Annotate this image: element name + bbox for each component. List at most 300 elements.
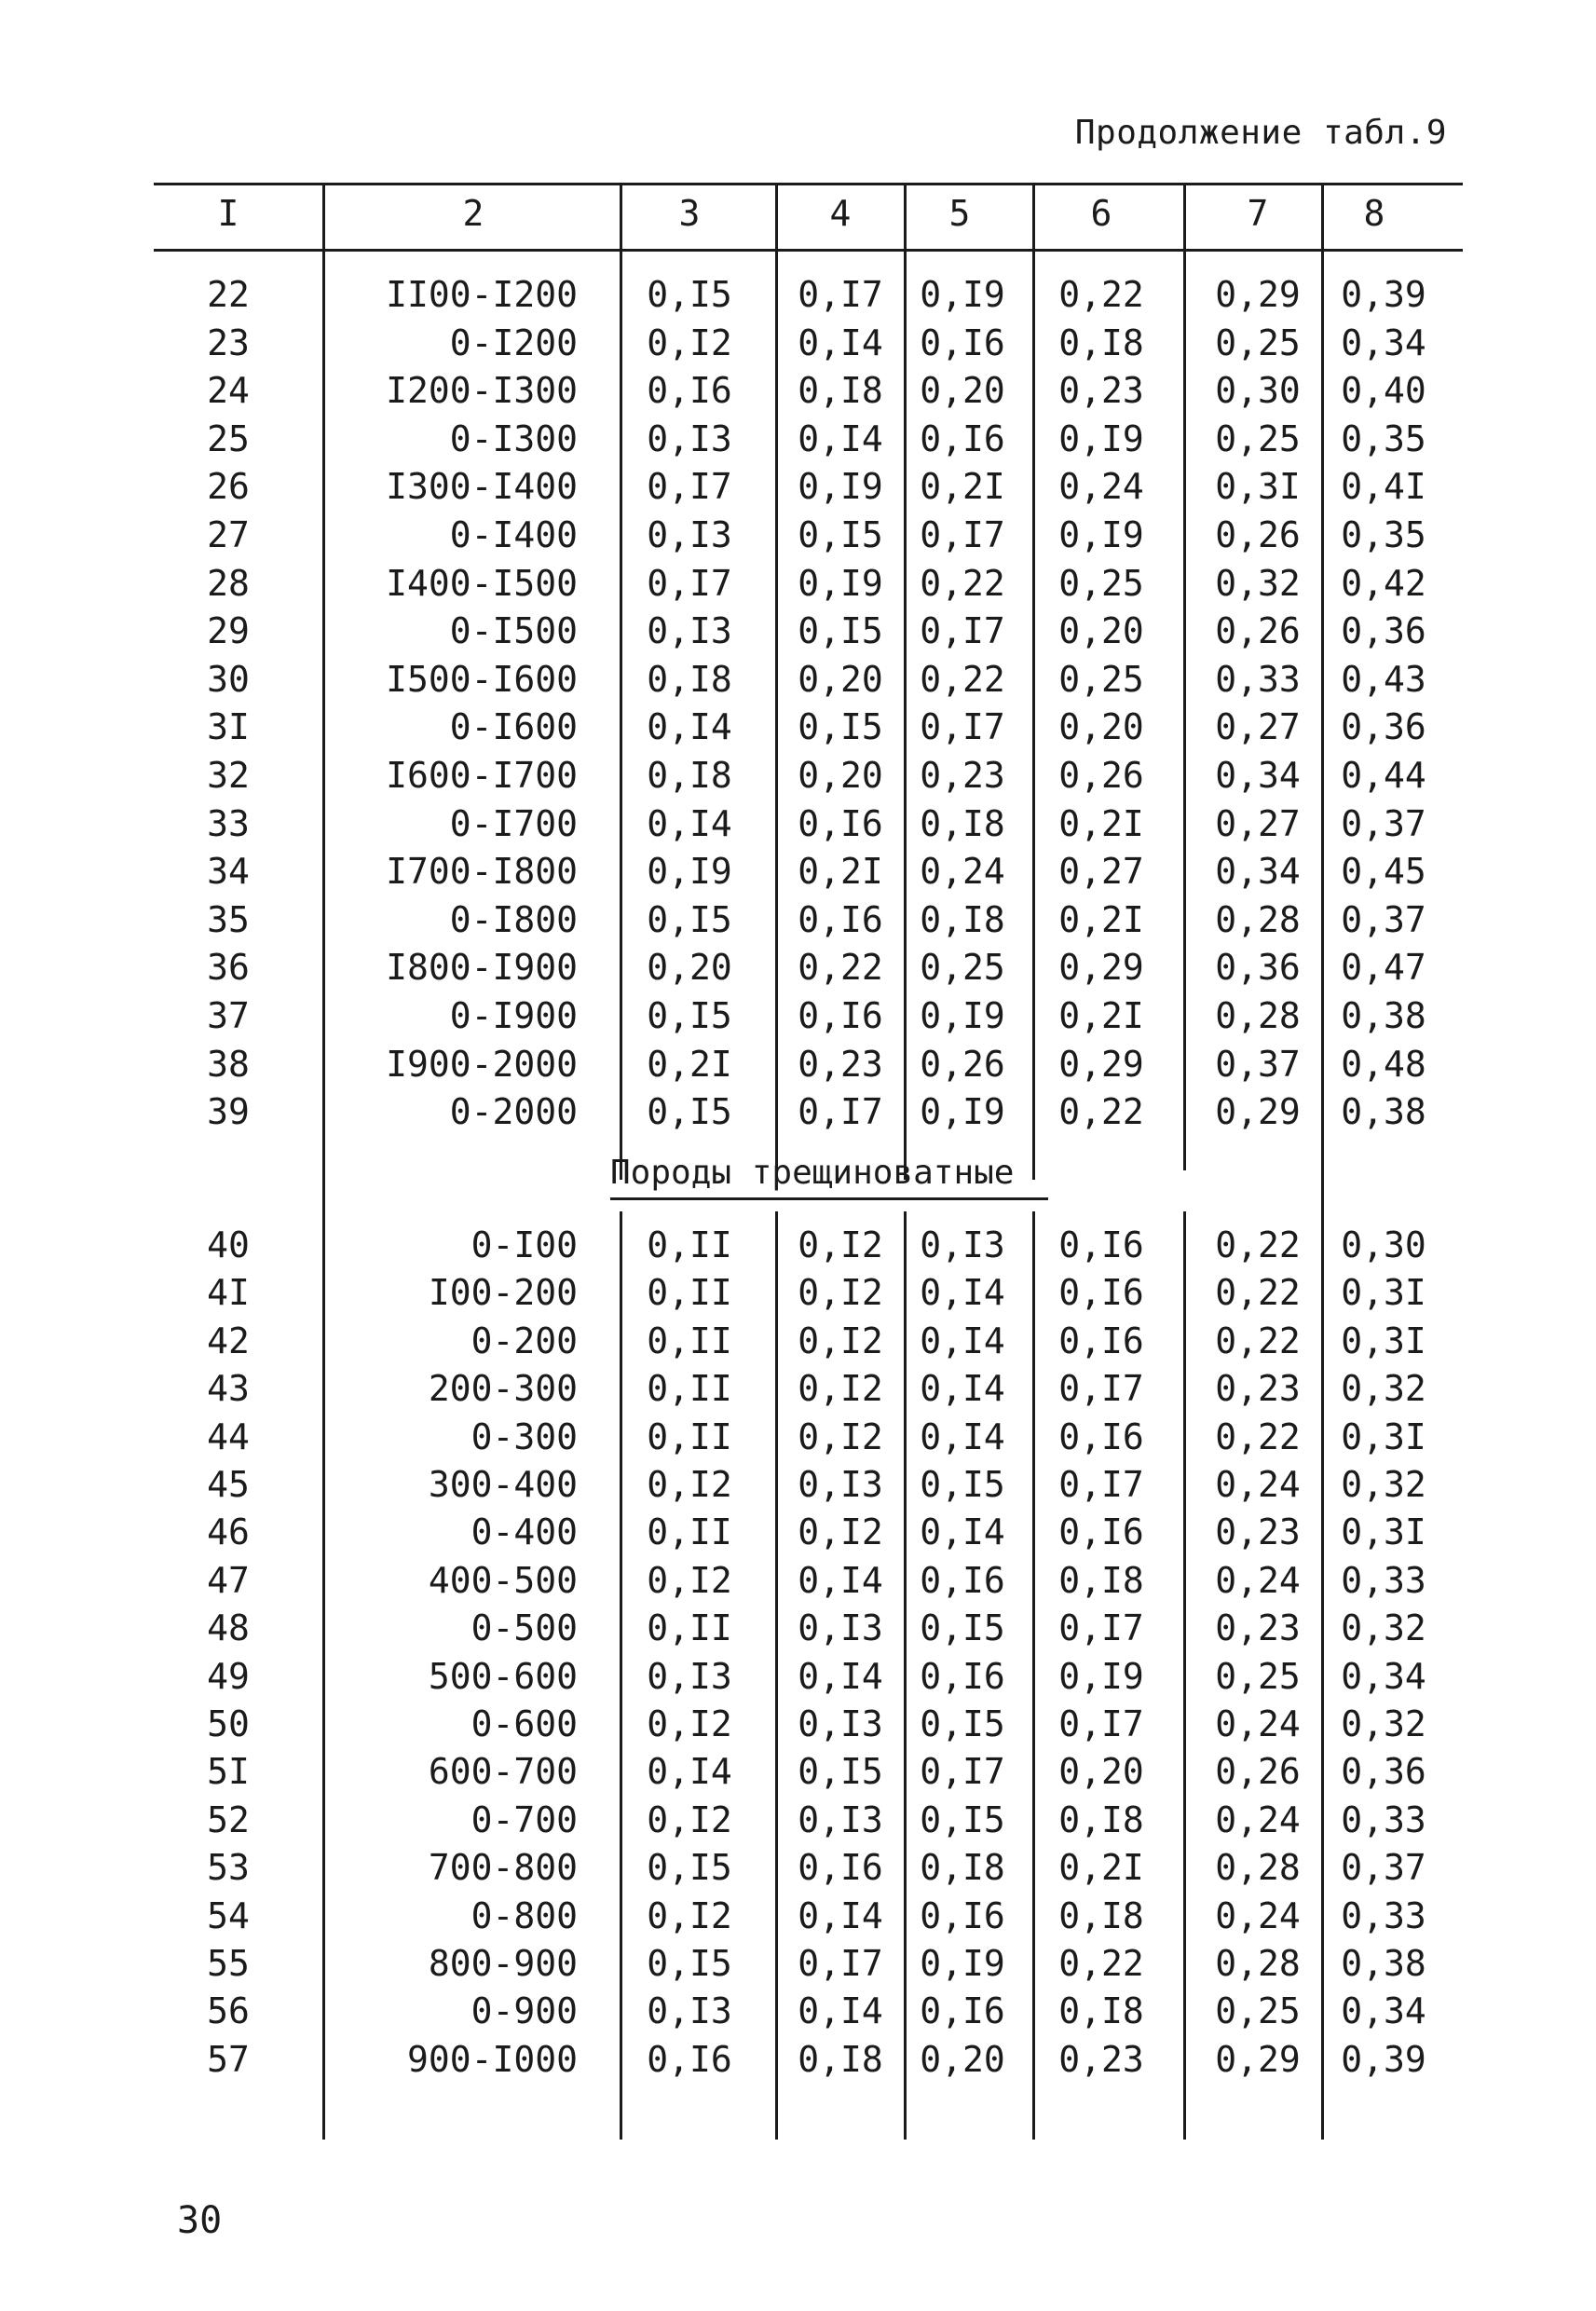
table-cell-col-8: 0,32 — [1341, 1368, 1426, 1410]
table-cell-col-3: 0,I4 — [647, 706, 732, 748]
table-cell-col-6: 0,I7 — [1058, 1368, 1144, 1410]
table-cell-col-4: 0,I2 — [798, 1511, 883, 1553]
table-cell-col-3: 0,I3 — [647, 514, 732, 555]
table-cell-col-4: 0,I4 — [798, 1990, 883, 2032]
table-cell-col-7: 0,34 — [1215, 755, 1301, 796]
table-cell-col-6: 0,I8 — [1058, 1798, 1144, 1840]
table-cell-col-5: 0,20 — [920, 370, 1005, 412]
table-cell-col-4: 0,I8 — [798, 370, 883, 412]
table-cell-col-5: 0,I9 — [920, 995, 1005, 1036]
table-cell-col-3: 0,I8 — [647, 658, 732, 700]
column-divider — [1032, 1211, 1035, 2140]
table-cell-col-6: 0,2I — [1058, 802, 1144, 844]
table-cell-col-3: 0,I5 — [647, 1943, 732, 1984]
table-cell-col-1: 5I — [207, 1751, 250, 1793]
table-cell-col-5: 0,25 — [920, 947, 1005, 989]
table-cell-col-3: 0,I7 — [647, 466, 732, 508]
table-cell-col-2: II00-I200 — [386, 274, 578, 315]
column-divider — [904, 1211, 907, 2140]
table-cell-col-4: 0,I3 — [798, 1464, 883, 1505]
table-cell-col-5: 0,I4 — [920, 1272, 1005, 1314]
table-cell-col-3: 0,I5 — [647, 995, 732, 1036]
table-cell-col-4: 0,I2 — [798, 1272, 883, 1314]
table-cell-col-8: 0,37 — [1341, 898, 1426, 940]
table-cell-col-6: 0,I8 — [1058, 1894, 1144, 1936]
table-cell-col-4: 0,I6 — [798, 898, 883, 940]
table-cell-col-7: 0,26 — [1215, 514, 1301, 555]
table-cell-col-4: 0,I4 — [798, 1655, 883, 1697]
table-cell-col-8: 0,35 — [1341, 417, 1426, 459]
column-divider — [775, 183, 778, 1180]
table-cell-col-1: 29 — [207, 610, 250, 652]
table-cell-col-5: 0,I4 — [920, 1415, 1005, 1457]
table-cell-col-1: 32 — [207, 755, 250, 796]
table-cell-col-7: 0,28 — [1215, 1847, 1301, 1889]
table-cell-col-6: 0,I6 — [1058, 1272, 1144, 1314]
header-col-3: 3 — [678, 193, 701, 234]
table-cell-col-3: 0,I2 — [647, 321, 732, 363]
table-cell-col-6: 0,20 — [1058, 706, 1144, 748]
table-cell-col-5: 0,I9 — [920, 1943, 1005, 1984]
table-cell-col-1: 33 — [207, 802, 250, 844]
table-cell-col-2: 0-I300 — [449, 417, 578, 459]
table-cell-col-7: 0,30 — [1215, 370, 1301, 412]
table-cell-col-3: 0,I4 — [647, 802, 732, 844]
table-cell-col-3: 0,I5 — [647, 1847, 732, 1889]
table-cell-col-1: 48 — [207, 1607, 250, 1649]
table-cell-col-5: 0,22 — [920, 562, 1005, 604]
table-cell-col-1: 50 — [207, 1703, 250, 1744]
table-cell-col-8: 0,36 — [1341, 706, 1426, 748]
table-cell-col-8: 0,3I — [1341, 1320, 1426, 1361]
table-cell-col-4: 0,I2 — [798, 1320, 883, 1361]
table-cell-col-1: 49 — [207, 1655, 250, 1697]
table-cell-col-1: 28 — [207, 562, 250, 604]
header-col-8: 8 — [1363, 193, 1385, 234]
table-cell-col-4: 0,I7 — [798, 274, 883, 315]
table-cell-col-6: 0,I9 — [1058, 1655, 1144, 1697]
table-cell-col-8: 0,36 — [1341, 610, 1426, 652]
column-divider — [775, 1211, 778, 2140]
table-cell-col-3: 0,I6 — [647, 2038, 732, 2080]
table-cell-col-5: 0,20 — [920, 2038, 1005, 2080]
table-cell-col-1: 35 — [207, 898, 250, 940]
table-cell-col-3: 0,II — [647, 1320, 732, 1361]
table-cell-col-3: 0,I2 — [647, 1703, 732, 1744]
table-cell-col-1: 57 — [207, 2038, 250, 2080]
table-cell-col-8: 0,48 — [1341, 1043, 1426, 1085]
table-cell-col-3: 0,I4 — [647, 1751, 732, 1793]
table-cell-col-3: 0,II — [647, 1368, 732, 1410]
table-cell-col-7: 0,28 — [1215, 1943, 1301, 1984]
table-cell-col-3: 0,I2 — [647, 1559, 732, 1601]
table-cell-col-6: 0,I8 — [1058, 1990, 1144, 2032]
table-cell-col-5: 0,I8 — [920, 898, 1005, 940]
table-cell-col-6: 0,I7 — [1058, 1607, 1144, 1649]
table-cell-col-2: 700-800 — [428, 1847, 578, 1889]
table-cell-col-5: 0,2I — [920, 466, 1005, 508]
table-cell-col-8: 0,32 — [1341, 1607, 1426, 1649]
table-cell-col-4: 0,I5 — [798, 514, 883, 555]
table-cell-col-6: 0,I8 — [1058, 1559, 1144, 1601]
table-cell-col-1: 27 — [207, 514, 250, 555]
table-cell-col-5: 0,I8 — [920, 1847, 1005, 1889]
table-cell-col-8: 0,33 — [1341, 1798, 1426, 1840]
table-cell-col-6: 0,I9 — [1058, 514, 1144, 555]
table-cell-col-6: 0,23 — [1058, 2038, 1144, 2080]
table-cell-col-1: 45 — [207, 1464, 250, 1505]
table-cell-col-2: 0-I900 — [449, 995, 578, 1036]
table-cell-col-6: 0,I6 — [1058, 1224, 1144, 1265]
table-cell-col-2: 0-400 — [471, 1511, 578, 1553]
table-cell-col-2: I00-200 — [428, 1272, 578, 1314]
table-cell-col-2: I900-2000 — [386, 1043, 578, 1085]
table-cell-col-5: 0,I7 — [920, 514, 1005, 555]
table-cell-col-8: 0,33 — [1341, 1894, 1426, 1936]
table-cell-col-3: 0,I3 — [647, 1990, 732, 2032]
table-cell-col-1: 37 — [207, 995, 250, 1036]
table-cell-col-1: 43 — [207, 1368, 250, 1410]
table-header-rule — [154, 249, 1463, 252]
header-col-7: 7 — [1247, 193, 1269, 234]
table-cell-col-8: 0,37 — [1341, 1847, 1426, 1889]
table-cell-col-6: 0,I7 — [1058, 1464, 1144, 1505]
table-cell-col-5: 0,22 — [920, 658, 1005, 700]
table-cell-col-4: 0,I4 — [798, 1559, 883, 1601]
table-cell-col-3: 0,I9 — [647, 851, 732, 893]
header-col-4: 4 — [829, 193, 852, 234]
table-cell-col-5: 0,I6 — [920, 417, 1005, 459]
table-cell-col-1: 4I — [207, 1272, 250, 1314]
table-cell-col-2: 0-200 — [471, 1320, 578, 1361]
table-cell-col-3: 0,I2 — [647, 1894, 732, 1936]
table-cell-col-3: 0,I7 — [647, 562, 732, 604]
table-cell-col-4: 0,23 — [798, 1043, 883, 1085]
header-col-1: I — [217, 193, 239, 234]
table-cell-col-5: 0,I7 — [920, 1751, 1005, 1793]
table-cell-col-4: 0,2I — [798, 851, 883, 893]
table-cell-col-1: 42 — [207, 1320, 250, 1361]
table-cell-col-1: 40 — [207, 1224, 250, 1265]
table-cell-col-2: I700-I800 — [386, 851, 578, 893]
table-cell-col-1: 39 — [207, 1091, 250, 1133]
table-cell-col-2: 0-I700 — [449, 802, 578, 844]
table-cell-col-2: 0-800 — [471, 1894, 578, 1936]
table-cell-col-4: 0,I7 — [798, 1943, 883, 1984]
table-cell-col-6: 0,I9 — [1058, 417, 1144, 459]
table-cell-col-5: 0,I5 — [920, 1464, 1005, 1505]
table-cell-col-4: 0,I6 — [798, 1847, 883, 1889]
table-cell-col-4: 0,I3 — [798, 1798, 883, 1840]
table-cell-col-7: 0,24 — [1215, 1703, 1301, 1744]
table-cell-col-6: 0,25 — [1058, 562, 1144, 604]
table-cell-col-7: 0,3I — [1215, 466, 1301, 508]
table-cell-col-5: 0,I6 — [920, 1990, 1005, 2032]
table-cell-col-8: 0,34 — [1341, 1990, 1426, 2032]
table-cell-col-4: 0,I2 — [798, 1415, 883, 1457]
table-cell-col-1: 46 — [207, 1511, 250, 1553]
table-cell-col-7: 0,29 — [1215, 1091, 1301, 1133]
table-cell-col-5: 0,I4 — [920, 1368, 1005, 1410]
table-cell-col-3: 0,II — [647, 1224, 732, 1265]
table-cell-col-7: 0,25 — [1215, 417, 1301, 459]
table-cell-col-6: 0,25 — [1058, 658, 1144, 700]
table-cell-col-6: 0,23 — [1058, 370, 1144, 412]
table-cell-col-2: 0-I600 — [449, 706, 578, 748]
table-cell-col-3: 0,I2 — [647, 1464, 732, 1505]
table-cell-col-4: 0,I4 — [798, 1894, 883, 1936]
table-cell-col-5: 0,24 — [920, 851, 1005, 893]
table-cell-col-4: 0,I8 — [798, 2038, 883, 2080]
table-cell-col-1: 44 — [207, 1415, 250, 1457]
table-cell-col-6: 0,24 — [1058, 466, 1144, 508]
table-cell-col-6: 0,29 — [1058, 947, 1144, 989]
table-cell-col-2: 0-900 — [471, 1990, 578, 2032]
table-cell-col-7: 0,24 — [1215, 1894, 1301, 1936]
table-cell-col-5: 0,I7 — [920, 610, 1005, 652]
table-cell-col-5: 0,I6 — [920, 321, 1005, 363]
table-cell-col-7: 0,27 — [1215, 802, 1301, 844]
table-cell-col-8: 0,39 — [1341, 2038, 1426, 2080]
table-cell-col-1: 34 — [207, 851, 250, 893]
page-number: 30 — [177, 2199, 223, 2242]
table-cell-col-8: 0,43 — [1341, 658, 1426, 700]
table-cell-col-2: 0-2000 — [449, 1091, 578, 1133]
table-cell-col-6: 0,22 — [1058, 1943, 1144, 1984]
table-cell-col-6: 0,27 — [1058, 851, 1144, 893]
table-cell-col-5: 0,I3 — [920, 1224, 1005, 1265]
table-cell-col-3: 0,II — [647, 1511, 732, 1553]
table-cell-col-6: 0,I6 — [1058, 1320, 1144, 1361]
table-cell-col-7: 0,27 — [1215, 706, 1301, 748]
table-cell-col-2: 300-400 — [428, 1464, 578, 1505]
table-cell-col-5: 0,I5 — [920, 1607, 1005, 1649]
table-cell-col-5: 0,I9 — [920, 1091, 1005, 1133]
table-cell-col-7: 0,29 — [1215, 274, 1301, 315]
table-cell-col-4: 0,I2 — [798, 1368, 883, 1410]
table-cell-col-2: 400-500 — [428, 1559, 578, 1601]
column-divider — [620, 1211, 622, 2140]
table-cell-col-3: 0,I2 — [647, 1798, 732, 1840]
table-cell-col-1: 30 — [207, 658, 250, 700]
table-cell-col-8: 0,3I — [1341, 1511, 1426, 1553]
table-cell-col-7: 0,23 — [1215, 1511, 1301, 1553]
table-cell-col-5: 0,I4 — [920, 1320, 1005, 1361]
table-cell-col-2: I400-I500 — [386, 562, 578, 604]
table-cell-col-7: 0,24 — [1215, 1559, 1301, 1601]
table-cell-col-7: 0,24 — [1215, 1464, 1301, 1505]
table-cell-col-1: 54 — [207, 1894, 250, 1936]
table-cell-col-7: 0,26 — [1215, 1751, 1301, 1793]
table-cell-col-1: 56 — [207, 1990, 250, 2032]
table-cell-col-2: I600-I700 — [386, 755, 578, 796]
table-cell-col-1: 24 — [207, 370, 250, 412]
table-cell-col-1: 22 — [207, 274, 250, 315]
table-cell-col-3: 0,I3 — [647, 610, 732, 652]
table-cell-col-1: 38 — [207, 1043, 250, 1085]
table-cell-col-7: 0,33 — [1215, 658, 1301, 700]
table-cell-col-5: 0,23 — [920, 755, 1005, 796]
header-col-2: 2 — [462, 193, 484, 234]
table-cell-col-3: 0,I5 — [647, 898, 732, 940]
table-cell-col-8: 0,38 — [1341, 995, 1426, 1036]
table-cell-col-5: 0,26 — [920, 1043, 1005, 1085]
table-cell-col-7: 0,26 — [1215, 610, 1301, 652]
table-cell-col-7: 0,32 — [1215, 562, 1301, 604]
table-cell-col-1: 25 — [207, 417, 250, 459]
column-divider — [1321, 183, 1324, 2140]
table-cell-col-6: 0,22 — [1058, 274, 1144, 315]
column-divider — [1032, 183, 1035, 1180]
table-cell-col-1: 26 — [207, 466, 250, 508]
table-cell-col-4: 0,20 — [798, 658, 883, 700]
table-cell-col-4: 0,I6 — [798, 802, 883, 844]
table-cell-col-8: 0,34 — [1341, 1655, 1426, 1697]
table-cell-col-3: 0,II — [647, 1272, 732, 1314]
table-cell-col-2: 0-700 — [471, 1798, 578, 1840]
column-divider — [1183, 1211, 1186, 2140]
table-cell-col-7: 0,23 — [1215, 1607, 1301, 1649]
table-cell-col-8: 0,32 — [1341, 1464, 1426, 1505]
table-cell-col-5: 0,I6 — [920, 1894, 1005, 1936]
table-cell-col-8: 0,36 — [1341, 1751, 1426, 1793]
table-cell-col-5: 0,I5 — [920, 1703, 1005, 1744]
column-divider — [904, 183, 907, 1180]
table-cell-col-7: 0,24 — [1215, 1798, 1301, 1840]
table-cell-col-1: 47 — [207, 1559, 250, 1601]
table-cell-col-7: 0,28 — [1215, 898, 1301, 940]
table-cell-col-3: 0,II — [647, 1415, 732, 1457]
table-cell-col-6: 0,I7 — [1058, 1703, 1144, 1744]
table-cell-col-8: 0,40 — [1341, 370, 1426, 412]
table-cell-col-8: 0,38 — [1341, 1943, 1426, 1984]
table-cell-col-6: 0,22 — [1058, 1091, 1144, 1133]
column-divider — [620, 183, 622, 1180]
table-cell-col-3: 0,I5 — [647, 274, 732, 315]
table-cell-col-3: 0,I3 — [647, 417, 732, 459]
table-cell-col-2: 200-300 — [428, 1368, 578, 1410]
table-cell-col-7: 0,22 — [1215, 1415, 1301, 1457]
table-cell-col-4: 0,I9 — [798, 466, 883, 508]
table-cell-col-5: 0,I6 — [920, 1655, 1005, 1697]
table-cell-col-1: 53 — [207, 1847, 250, 1889]
table-cell-col-6: 0,26 — [1058, 755, 1144, 796]
table-cell-col-1: 36 — [207, 947, 250, 989]
table-cell-col-7: 0,22 — [1215, 1320, 1301, 1361]
table-cell-col-3: 0,II — [647, 1607, 732, 1649]
table-cell-col-4: 0,I5 — [798, 706, 883, 748]
table-cell-col-2: 0-I400 — [449, 514, 578, 555]
table-cell-col-5: 0,I7 — [920, 706, 1005, 748]
table-cell-col-2: 600-700 — [428, 1751, 578, 1793]
table-cell-col-8: 0,32 — [1341, 1703, 1426, 1744]
table-cell-col-2: 0-500 — [471, 1607, 578, 1649]
section-title: Породы трещиноватные — [610, 1154, 1048, 1200]
table-cell-col-4: 0,I5 — [798, 610, 883, 652]
table-cell-col-1: 23 — [207, 321, 250, 363]
table-cell-col-3: 0,20 — [647, 947, 732, 989]
table-cell-col-4: 0,I9 — [798, 562, 883, 604]
table-caption: Продолжение табл.9 — [1074, 114, 1447, 152]
table-cell-col-8: 0,39 — [1341, 274, 1426, 315]
table-cell-col-6: 0,I6 — [1058, 1511, 1144, 1553]
table-cell-col-2: 800-900 — [428, 1943, 578, 1984]
table-cell-col-3: 0,I5 — [647, 1091, 732, 1133]
table-cell-col-2: 0-I200 — [449, 321, 578, 363]
table-cell-col-6: 0,29 — [1058, 1043, 1144, 1085]
table-cell-col-7: 0,22 — [1215, 1224, 1301, 1265]
table-cell-col-4: 0,20 — [798, 755, 883, 796]
table-cell-col-7: 0,22 — [1215, 1272, 1301, 1314]
table-cell-col-7: 0,25 — [1215, 1655, 1301, 1697]
table-cell-col-8: 0,37 — [1341, 802, 1426, 844]
table-cell-col-7: 0,28 — [1215, 995, 1301, 1036]
table-cell-col-6: 0,20 — [1058, 610, 1144, 652]
table-cell-col-4: 0,I4 — [798, 321, 883, 363]
table-cell-col-3: 0,I3 — [647, 1655, 732, 1697]
table-cell-col-8: 0,44 — [1341, 755, 1426, 796]
table-cell-col-5: 0,I9 — [920, 274, 1005, 315]
table-cell-col-2: I200-I300 — [386, 370, 578, 412]
table-cell-col-2: 500-600 — [428, 1655, 578, 1697]
table-cell-col-8: 0,42 — [1341, 562, 1426, 604]
table-cell-col-8: 0,30 — [1341, 1224, 1426, 1265]
table-top-rule — [154, 183, 1463, 185]
table-cell-col-7: 0,25 — [1215, 1990, 1301, 2032]
table-cell-col-8: 0,38 — [1341, 1091, 1426, 1133]
table-cell-col-5: 0,I5 — [920, 1798, 1005, 1840]
table-cell-col-3: 0,I6 — [647, 370, 732, 412]
column-divider — [1183, 183, 1186, 1170]
table-cell-col-6: 0,I6 — [1058, 1415, 1144, 1457]
table-cell-col-6: 0,2I — [1058, 898, 1144, 940]
table-cell-col-6: 0,2I — [1058, 995, 1144, 1036]
table-cell-col-5: 0,I6 — [920, 1559, 1005, 1601]
header-col-6: 6 — [1090, 193, 1112, 234]
table-cell-col-8: 0,3I — [1341, 1415, 1426, 1457]
table-cell-col-8: 0,35 — [1341, 514, 1426, 555]
table-cell-col-8: 0,3I — [1341, 1272, 1426, 1314]
table-cell-col-5: 0,I4 — [920, 1511, 1005, 1553]
table-cell-col-2: 0-I500 — [449, 610, 578, 652]
table-cell-col-6: 0,2I — [1058, 1847, 1144, 1889]
table-cell-col-4: 0,I6 — [798, 995, 883, 1036]
table-cell-col-8: 0,47 — [1341, 947, 1426, 989]
table-cell-col-7: 0,37 — [1215, 1043, 1301, 1085]
table-cell-col-2: 0-600 — [471, 1703, 578, 1744]
table-cell-col-6: 0,20 — [1058, 1751, 1144, 1793]
table-cell-col-1: 52 — [207, 1798, 250, 1840]
table-cell-col-1: 55 — [207, 1943, 250, 1984]
table-cell-col-7: 0,23 — [1215, 1368, 1301, 1410]
table-cell-col-7: 0,36 — [1215, 947, 1301, 989]
table-cell-col-4: 0,I3 — [798, 1607, 883, 1649]
table-cell-col-8: 0,34 — [1341, 321, 1426, 363]
table-cell-col-2: 0-I00 — [471, 1224, 578, 1265]
table-cell-col-2: I300-I400 — [386, 466, 578, 508]
table-cell-col-2: I500-I600 — [386, 658, 578, 700]
table-cell-col-2: 900-I000 — [406, 2038, 578, 2080]
table-cell-col-8: 0,33 — [1341, 1559, 1426, 1601]
table-cell-col-4: 0,I5 — [798, 1751, 883, 1793]
table-cell-col-4: 0,I4 — [798, 417, 883, 459]
table-cell-col-2: I800-I900 — [386, 947, 578, 989]
table-cell-col-8: 0,45 — [1341, 851, 1426, 893]
table-cell-col-7: 0,29 — [1215, 2038, 1301, 2080]
table-cell-col-4: 0,22 — [798, 947, 883, 989]
table-cell-col-1: 3I — [207, 706, 250, 748]
header-col-5: 5 — [948, 193, 971, 234]
